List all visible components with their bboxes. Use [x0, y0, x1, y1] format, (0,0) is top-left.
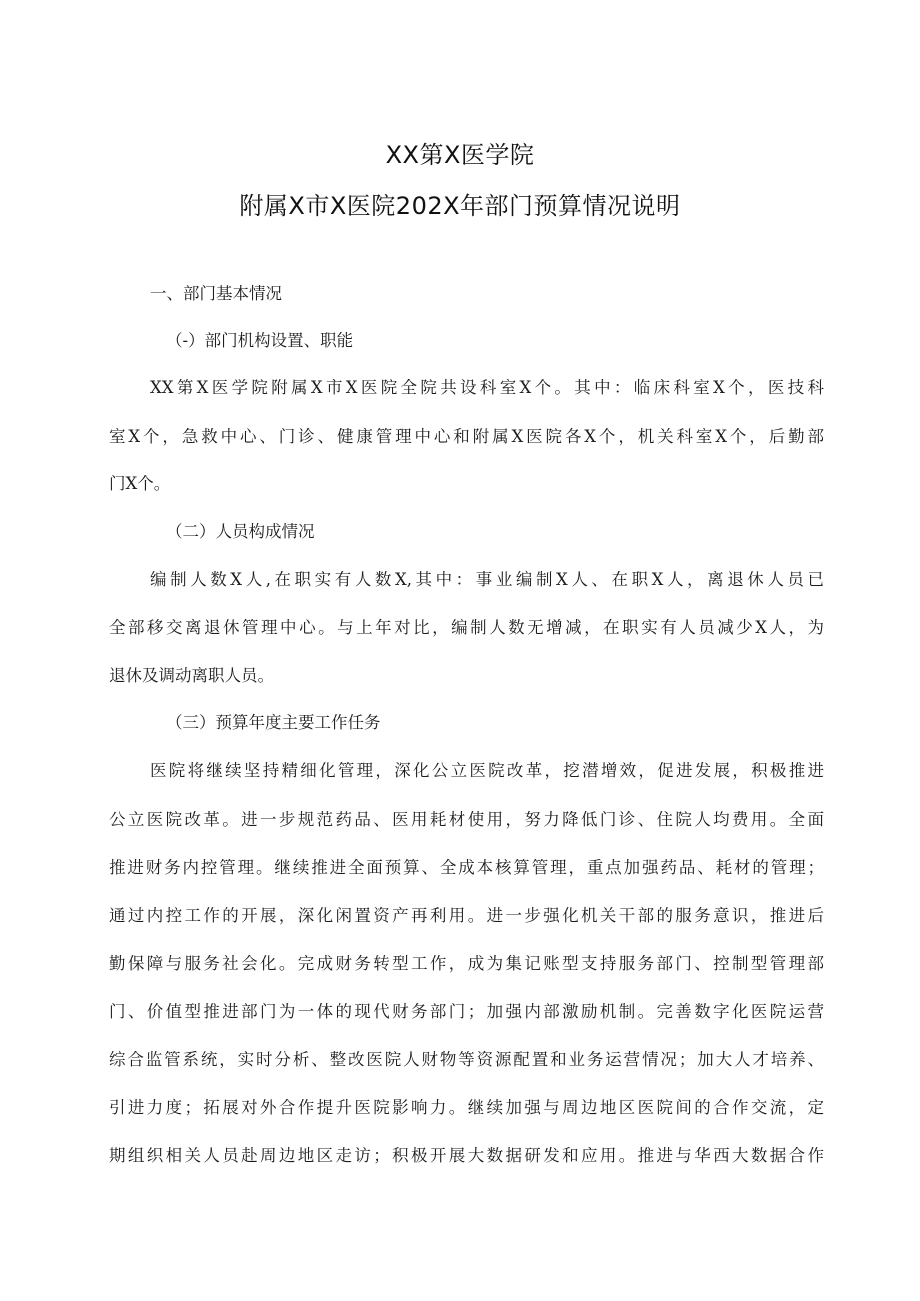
- sub2-heading: （二）人员构成情况: [166, 522, 315, 541]
- sub2-line: 编制人数X人,在职实有人数X,其中：事业编制X人、在职X人，离退休人员已: [150, 570, 824, 589]
- sub1-line: 门X个。: [109, 474, 171, 493]
- sub2-line: 全部移交离退休管理中心。与上年对比，编制人数无增减，在职实有人员减少X人，为: [109, 618, 824, 637]
- sub1-line: XX第X医学院附属X市X医院全院共设科室X个。其中：临床科室X个，医技科: [150, 378, 824, 397]
- sub1-heading: （-）部门机构设置、职能: [166, 331, 354, 350]
- sub3-line: 期组织相关人员赴周边地区走访；积极开展大数据研发和应用。推进与华西大数据合作: [109, 1146, 824, 1165]
- sub3-line: 门、价值型推进部门为一体的现代财务部门；加强内部激励机制。完善数字化医院运营: [109, 1002, 824, 1021]
- sub3-heading: （三）预算年度主要工作任务: [166, 713, 381, 732]
- document-title-line2: 附属X市X医院202X年部门预算情况说明: [239, 192, 681, 220]
- document-title-line1: XX第X医学院: [385, 141, 535, 169]
- sub3-line: 综合监管系统，实时分析、整改医院人财物等资源配置和业务运营情况；加大人才培养、: [109, 1050, 824, 1069]
- sub3-line: 医院将继续坚持精细化管理，深化公立医院改革，挖潜增效，促进发展，积极推进: [150, 761, 824, 780]
- sub2-line: 退休及调动离职人员。: [109, 666, 274, 685]
- section1-heading: 一、部门基本情况: [150, 284, 282, 303]
- sub3-line: 公立医院改革。进一步规范药品、医用耗材使用，努力降低门诊、住院人均费用。全面: [109, 810, 824, 829]
- sub3-line: 推进财务内控管理。继续推进全面预算、全成本核算管理，重点加强药品、耗材的管理；: [109, 858, 824, 877]
- sub3-line: 通过内控工作的开展，深化闲置资产再利用。进一步强化机关干部的服务意识，推进后: [109, 906, 824, 925]
- sub3-line: 勤保障与服务社会化。完成财务转型工作，成为集记账型支持服务部门、控制型管理部: [109, 954, 824, 973]
- sub1-line: 室X个，急救中心、门诊、健康管理中心和附属X医院各X个，机关科室X个，后勤部: [109, 427, 824, 446]
- sub3-line: 引进力度；拓展对外合作提升医院影响力。继续加强与周边地区医院间的合作交流，定: [109, 1098, 824, 1117]
